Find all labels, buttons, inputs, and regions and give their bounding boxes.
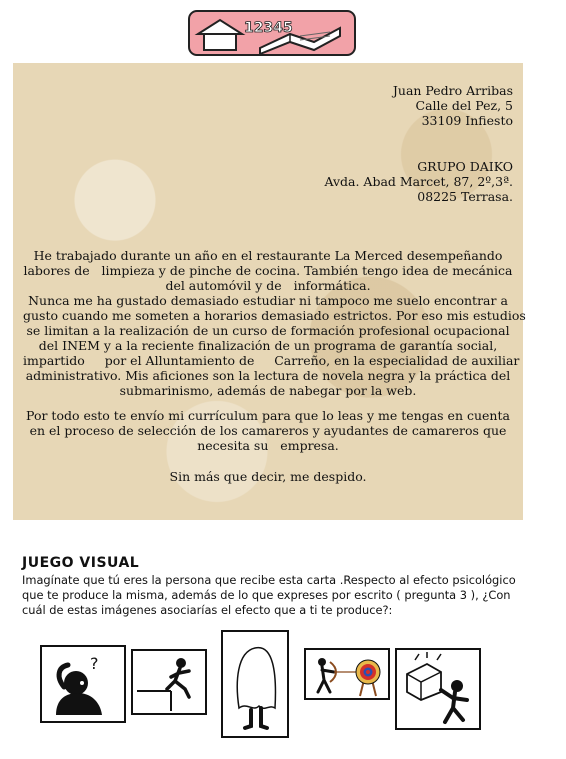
angry-person-kicking-box-icon xyxy=(397,650,479,728)
body-line: del automóvil y de informática. xyxy=(165,278,371,293)
letter-parchment xyxy=(13,63,526,520)
confused-person-icon xyxy=(42,647,124,721)
question-mark: ? xyxy=(90,654,99,673)
recipient-city: 08225 Terrasa. xyxy=(417,189,513,204)
letter-body-paragraph-1 xyxy=(23,248,526,398)
image-angry-person[interactable] xyxy=(395,648,481,730)
body-line: se limitan a la realización de un curso de formación profesional ocupacional xyxy=(26,323,510,338)
sender-name: Juan Pedro Arribas xyxy=(392,83,513,98)
body-line: submarinismo, además de nabegar por la web. xyxy=(119,383,417,398)
closing-line: Sin más que decir, me despido. xyxy=(169,469,367,484)
body-line: Nunca me ha gustado demasiado estudiar ni tampoco me suelo encontrar a xyxy=(28,293,508,308)
body-line: necesita su empresa. xyxy=(197,438,339,453)
body-line: Por todo esto te envío mi currículum para que lo leas y me tengas en cuenta xyxy=(26,408,510,423)
recipient-street: Avda. Abad Marcet, 87, 2º,3ª. xyxy=(324,174,513,189)
recipient-address xyxy=(324,159,513,204)
clock-book-icon xyxy=(190,12,354,54)
prompt-line: cuál de estas imágenes asociarías el efecto que a ti te produce?: xyxy=(22,603,393,617)
body-line: en el proceso de selección de los camareros y ayudantes de camareros que xyxy=(29,423,507,438)
sender-city: 33109 Infiesto xyxy=(421,113,513,128)
sender-address xyxy=(393,83,513,128)
body-line: gusto cuando me someten a horarios demasiado estrictos. Por eso mis estudios xyxy=(23,308,526,323)
body-line: He trabajado durante un año en el restaurante La Merced desempeñando xyxy=(33,248,503,263)
image-runner-on-edge[interactable] xyxy=(131,649,207,715)
clock-book-banner xyxy=(188,10,356,56)
body-line: labores de limpieza y de pinche de cocina. También tengo idea de mecánica xyxy=(23,263,513,278)
body-line: administrativo. Mis aficiones son la lectura de novela negra y la práctica del xyxy=(25,368,511,383)
recipient-name: GRUPO DAIKO xyxy=(417,159,513,174)
image-confused-person[interactable] xyxy=(40,645,126,723)
body-line: impartido por el Alluntamiento de Carreño, en la especialidad de auxiliar xyxy=(23,353,520,368)
body-line: del INEM y a la reciente finalización de un programa de garantía social, xyxy=(38,338,498,353)
prompt-line: Imagínate que tú eres la persona que recibe esta carta .Respecto al efecto psicológico xyxy=(22,573,516,587)
banner-digits: 12345 xyxy=(244,20,293,36)
letter-closing xyxy=(23,469,513,484)
sender-street: Calle del Pez, 5 xyxy=(415,98,513,113)
image-archer-target[interactable] xyxy=(304,648,390,700)
prompt-line: que te produce la misma, además de lo que expreses por escrito ( pregunta 3 ), ¿Con xyxy=(22,588,511,602)
letter-body-paragraph-2 xyxy=(23,408,513,453)
section-prompt xyxy=(22,573,562,618)
runner-on-edge-icon xyxy=(133,651,205,713)
archer-target-icon xyxy=(306,650,388,698)
image-ghost[interactable] xyxy=(221,630,289,738)
section-title: JUEGO VISUAL xyxy=(22,555,140,571)
ghost-icon xyxy=(223,632,287,736)
